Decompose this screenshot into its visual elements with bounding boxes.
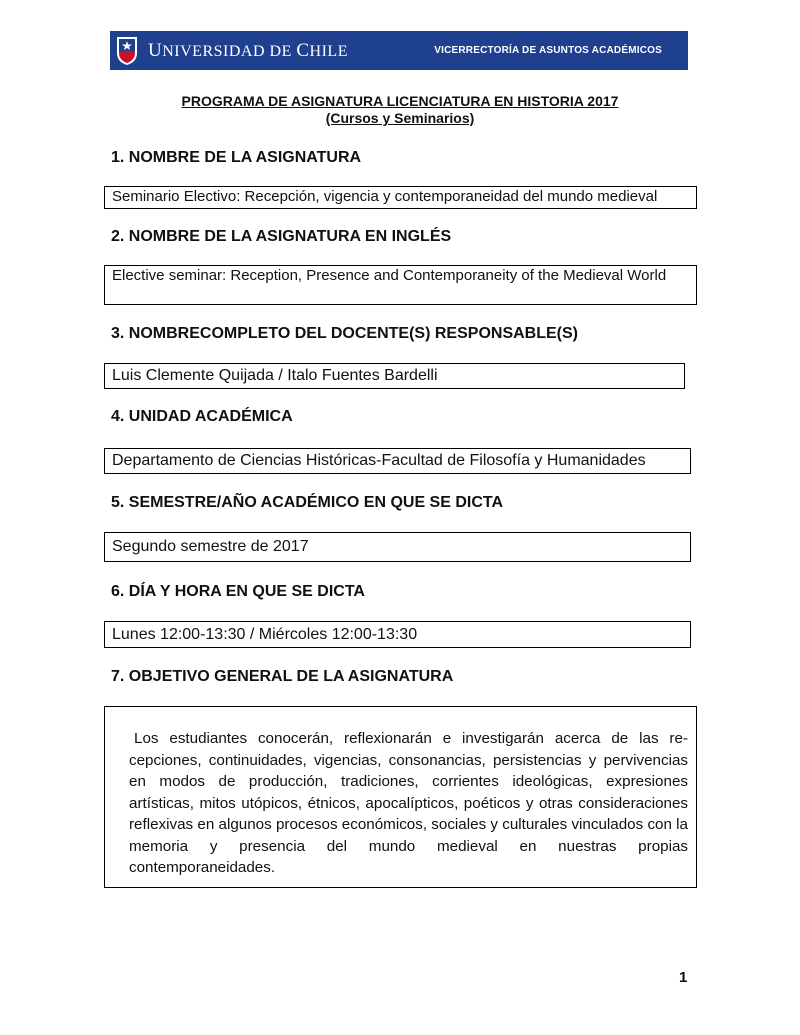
- section-heading-schedule: 6. DÍA Y HORA EN QUE SE DICTA: [111, 583, 365, 600]
- university-shield-icon: [116, 36, 138, 66]
- office-name: VICERRECTORÍA DE ASUNTOS ACADÉMICOS: [434, 45, 662, 56]
- document-title: [0, 93, 800, 127]
- section-heading-academic-unit: 4. UNIDAD ACADÉMICA: [111, 408, 293, 425]
- objective-box: [104, 706, 697, 888]
- section-heading-instructors: 3. NOMBRECOMPLETO DEL DOCENTE(S) RESPONSABLE(S): [111, 325, 578, 342]
- section-heading-course-name: 1. NOMBRE DE LA ASIGNATURA: [111, 149, 362, 166]
- university-brand: [116, 36, 348, 66]
- schedule-field: Lunes 12:00-13:30 / Miércoles 12:00-13:30: [104, 621, 691, 648]
- academic-unit-field: Departamento de Ciencias Históricas-Facultad de Filosofía y Humanidades: [104, 448, 691, 474]
- section-heading-semester: 5. SEMESTRE/AÑO ACADÉMICO EN QUE SE DICTA: [111, 494, 504, 511]
- page-number: 1: [679, 969, 688, 986]
- english-name-field: Elective seminar: Reception, Presence and Contemporaneity of the Medieval World: [104, 265, 697, 305]
- section-heading-english-name: 2. NOMBRE DE LA ASIGNATURA EN INGLÉS: [111, 228, 452, 245]
- objective-text: Los estudiantes conocerán, reflexionarán e investigarán acerca de las recepciones, continuidades, vigencias, consonancias, persistencias y pervivencias en modos de producción, tradiciones, corrientes ideológicas, expresiones artísticas, mitos utópicos, étnicos, apocalípticos, poéticos y otras consideraciones reflexivas en algunos procesos económicos, sociales y culturales vinculados con la memoria y presencia del mundo medieval en nuestras propias contemporaneidades.: [129, 730, 688, 876]
- document-title-line2: (Cursos y Seminarios): [325, 110, 475, 126]
- instructors-field: Luis Clemente Quijada / Italo Fuentes Bardelli: [104, 363, 685, 389]
- header-banner: [110, 31, 688, 70]
- section-heading-objective: 7. OBJETIVO GENERAL DE LA ASIGNATURA: [111, 668, 454, 685]
- university-name: UNIVERSIDAD DE CHILE: [148, 39, 348, 61]
- semester-field: Segundo semestre de 2017: [104, 532, 691, 562]
- document-title-line1: PROGRAMA DE ASIGNATURA LICENCIATURA EN HISTORIA 2017: [181, 93, 619, 109]
- course-name-field: Seminario Electivo: Recepción, vigencia y contemporaneidad del mundo medieval: [104, 186, 697, 209]
